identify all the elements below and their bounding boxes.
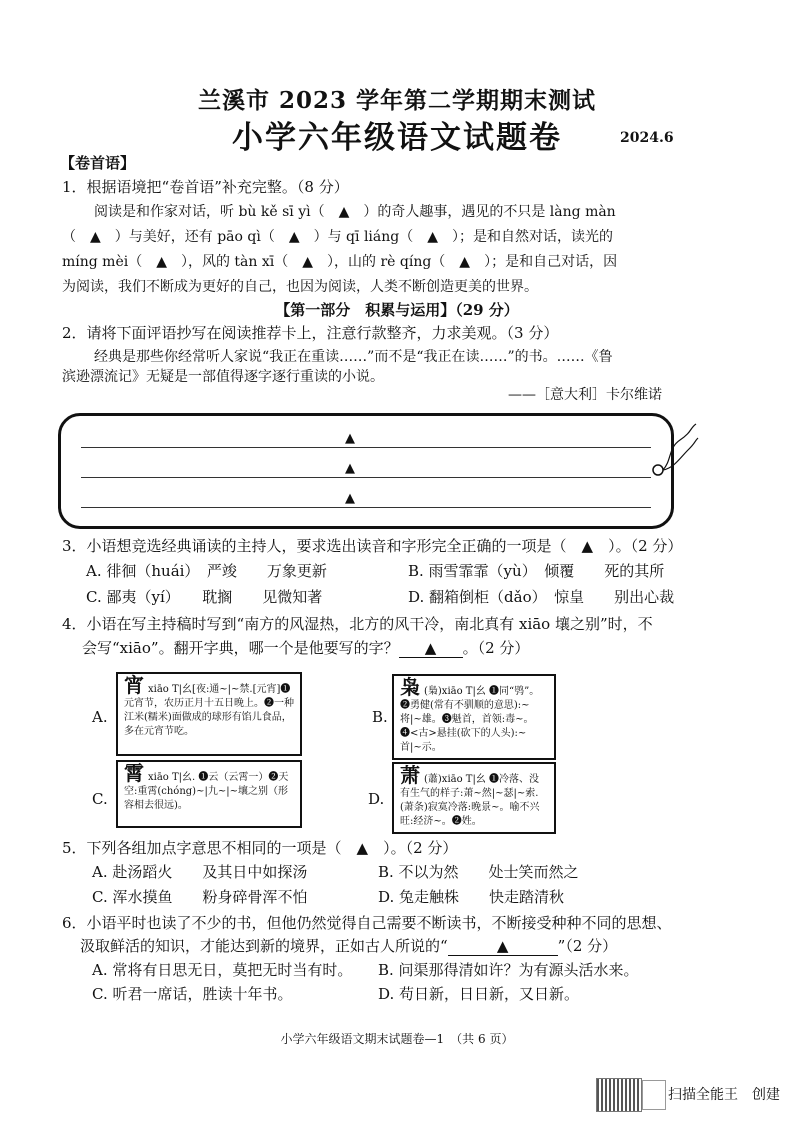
scanner-logo-icon — [642, 1080, 666, 1110]
q6-option-c: C. 听君一席话，胜读十年书。 — [92, 985, 293, 1003]
q2-quote-line2: 滨逊漂流记》无疑是一部值得逐字逐行重读的小说。 — [62, 369, 384, 385]
q1-line-4: 为阅读，我们不断成为更好的自己，也因为阅读，人类不断创造更美的世界。 — [62, 279, 538, 295]
q5-stem: 5．下列各组加点字意思不相同的一项是（ ▲ ）。（2 分） — [62, 839, 458, 857]
q3-option-b: B. 雨雪霏霏（yù） 倾覆 死的其所 — [408, 562, 665, 580]
q6-option-b: B. 问渠那得清如许？为有源头活水来。 — [378, 961, 639, 979]
recommendation-card — [58, 413, 674, 529]
dict-char-d: 萧 — [400, 763, 420, 787]
q6-stem-text: 汲取鲜活的知识，才能达到新的境界，正如古人所说的“ — [80, 937, 448, 955]
dict-char-c: 霄 — [124, 761, 144, 785]
q2-author: ——［意大利］卡尔维诺 — [508, 387, 662, 403]
dict-text-c: xiāo T|幺. ❶云（云霄一）❷天空:重霄(chóng)~|九~|~壤之别（形容相去很远)。 — [124, 772, 289, 811]
q4-letter-a: A. — [92, 708, 108, 726]
q2-stem: 2．请将下面评语抄写在阅读推荐卡上，注意行款整齐，力求美观。（3 分） — [62, 324, 559, 342]
preface-label: 【卷首语】 — [60, 154, 136, 172]
q6-option-d: D. 苟日新，日日新，又日新。 — [378, 985, 580, 1003]
q4-points: 。（2 分） — [462, 639, 530, 657]
exam-title-line2: 小学六年级语文试题卷 — [232, 120, 562, 156]
q5-option-b: B. 不以为然 处士笑而然之 — [378, 863, 579, 881]
dict-entry-d — [392, 762, 556, 834]
exam-date: 2024.6 — [620, 130, 674, 146]
q4-stem-line2 — [82, 637, 529, 658]
q4-answer-blank: ▲ — [399, 639, 463, 658]
dict-entry-c — [116, 760, 302, 828]
page-footer: 小学六年级语文期末试题卷—1 （共 6 页） — [280, 1032, 514, 1046]
q1-line-1: 阅读是和作家对话，听 bù kě sī yì（ ▲ ）的奇人趣事，遇见的不只是 làng màn — [94, 204, 616, 220]
dict-text-b: (梟)xiāo T|幺 ❶同“鸮”。❷勇健(常有不驯顺的意思):~将|~雄。❸魁首，首领:毒~。❹<古>悬挂(砍下的人头):~首|~示。 — [400, 686, 540, 753]
card-rule-1 — [81, 447, 651, 448]
card-mark-3: ▲ — [345, 491, 355, 506]
q4-letter-d: D. — [368, 790, 385, 808]
q3-option-c: C. 鄙夷（yí） 耽搁 见微知著 — [86, 588, 323, 606]
q6-points: ”（2 分） — [557, 937, 618, 955]
q5-option-c: C. 浑水摸鱼 粉身碎骨浑不怕 — [92, 888, 308, 906]
q2-quote-line1: 经典是那些你经常听人家说“我正在重读……”而不是“我正在读……”的书。……《鲁 — [94, 349, 613, 365]
card-mark-1: ▲ — [345, 431, 355, 446]
card-rule-2 — [81, 477, 651, 478]
q1-line-2: （ ▲ ）与美好，还有 pāo qì（ ▲ ）与 qī liáng（ ▲ ）；是和自然对话，读光的 — [62, 229, 613, 245]
q3-option-d: D. 翻箱倒柜（dǎo） 惊皇 别出心裁 — [408, 588, 675, 606]
scanner-watermark: 扫描全能王 创建 — [668, 1087, 780, 1103]
q6-option-a: A. 常将有日思无日，莫把无时当有时。 — [92, 961, 353, 979]
dict-text-d: (蕭)xiāo T|幺 ❶冷落、没有生气的样子:萧~然|~瑟|~索.(萧条)寂寞冷落:晚景~。喻不兴旺:经济~。❷姓。 — [400, 774, 540, 827]
dict-text-a: xiāo T|幺[夜:通~|~禁.[元宵]❶元宵节，农历正月十五日晚上。❷一种江米(糯米)面做成的球形有馅儿食品，多在元宵节吃。 — [124, 684, 294, 737]
exam-title-line1: 兰溪市 2023 学年第二学期期末测试 — [197, 87, 597, 114]
card-string-icon — [650, 420, 700, 490]
q1-stem: 1．根据语境把“卷首语”补充完整。（8 分） — [62, 178, 349, 196]
q6-stem-line1: 6．小语平时也读了不少的书，但他仍然觉得自己需要不断读书，不断接受种种不同的思想、 — [62, 914, 672, 932]
q6-stem-line2 — [80, 935, 617, 956]
dict-char-b: 枭 — [400, 675, 420, 699]
q5-option-a: A. 赴汤蹈火 及其日中如探汤 — [92, 863, 308, 881]
qr-code-icon — [596, 1078, 642, 1112]
q6-answer-blank: ▲ — [448, 937, 558, 956]
card-rule-3 — [81, 507, 651, 508]
dict-char-a: 宵 — [124, 673, 144, 697]
q1-line-3: míng mèi（ ▲ ），风的 tàn xī（ ▲ ），山的 rè qíng（ ▲ ）；是和自己对话，因 — [62, 254, 618, 270]
section-heading: 【第一部分 积累与运用】（29 分） — [275, 301, 519, 319]
q4-stem-line1: 4．小语在写主持稿时写到“南方的风湿热，北方的风干冷，南北真有 xiāo 壤之别”时，不 — [62, 615, 653, 633]
q4-letter-c: C. — [92, 790, 108, 808]
q4-letter-b: B. — [372, 708, 388, 726]
q4-stem-text: 会写“xiāo”。翻开字典，哪一个是他要写的字？ — [82, 639, 399, 657]
card-mark-2: ▲ — [345, 461, 355, 476]
q5-option-d: D. 兔走触株 快走踏清秋 — [378, 888, 565, 906]
q3-option-a: A. 徘徊（huái） 严竣 万象更新 — [86, 562, 327, 580]
dict-entry-b — [392, 674, 556, 760]
q3-stem: 3．小语想竞选经典诵读的主持人，要求选出读音和字形完全正确的一项是（ ▲ ）。（2 分） — [62, 537, 683, 555]
dict-entry-a — [116, 672, 302, 756]
